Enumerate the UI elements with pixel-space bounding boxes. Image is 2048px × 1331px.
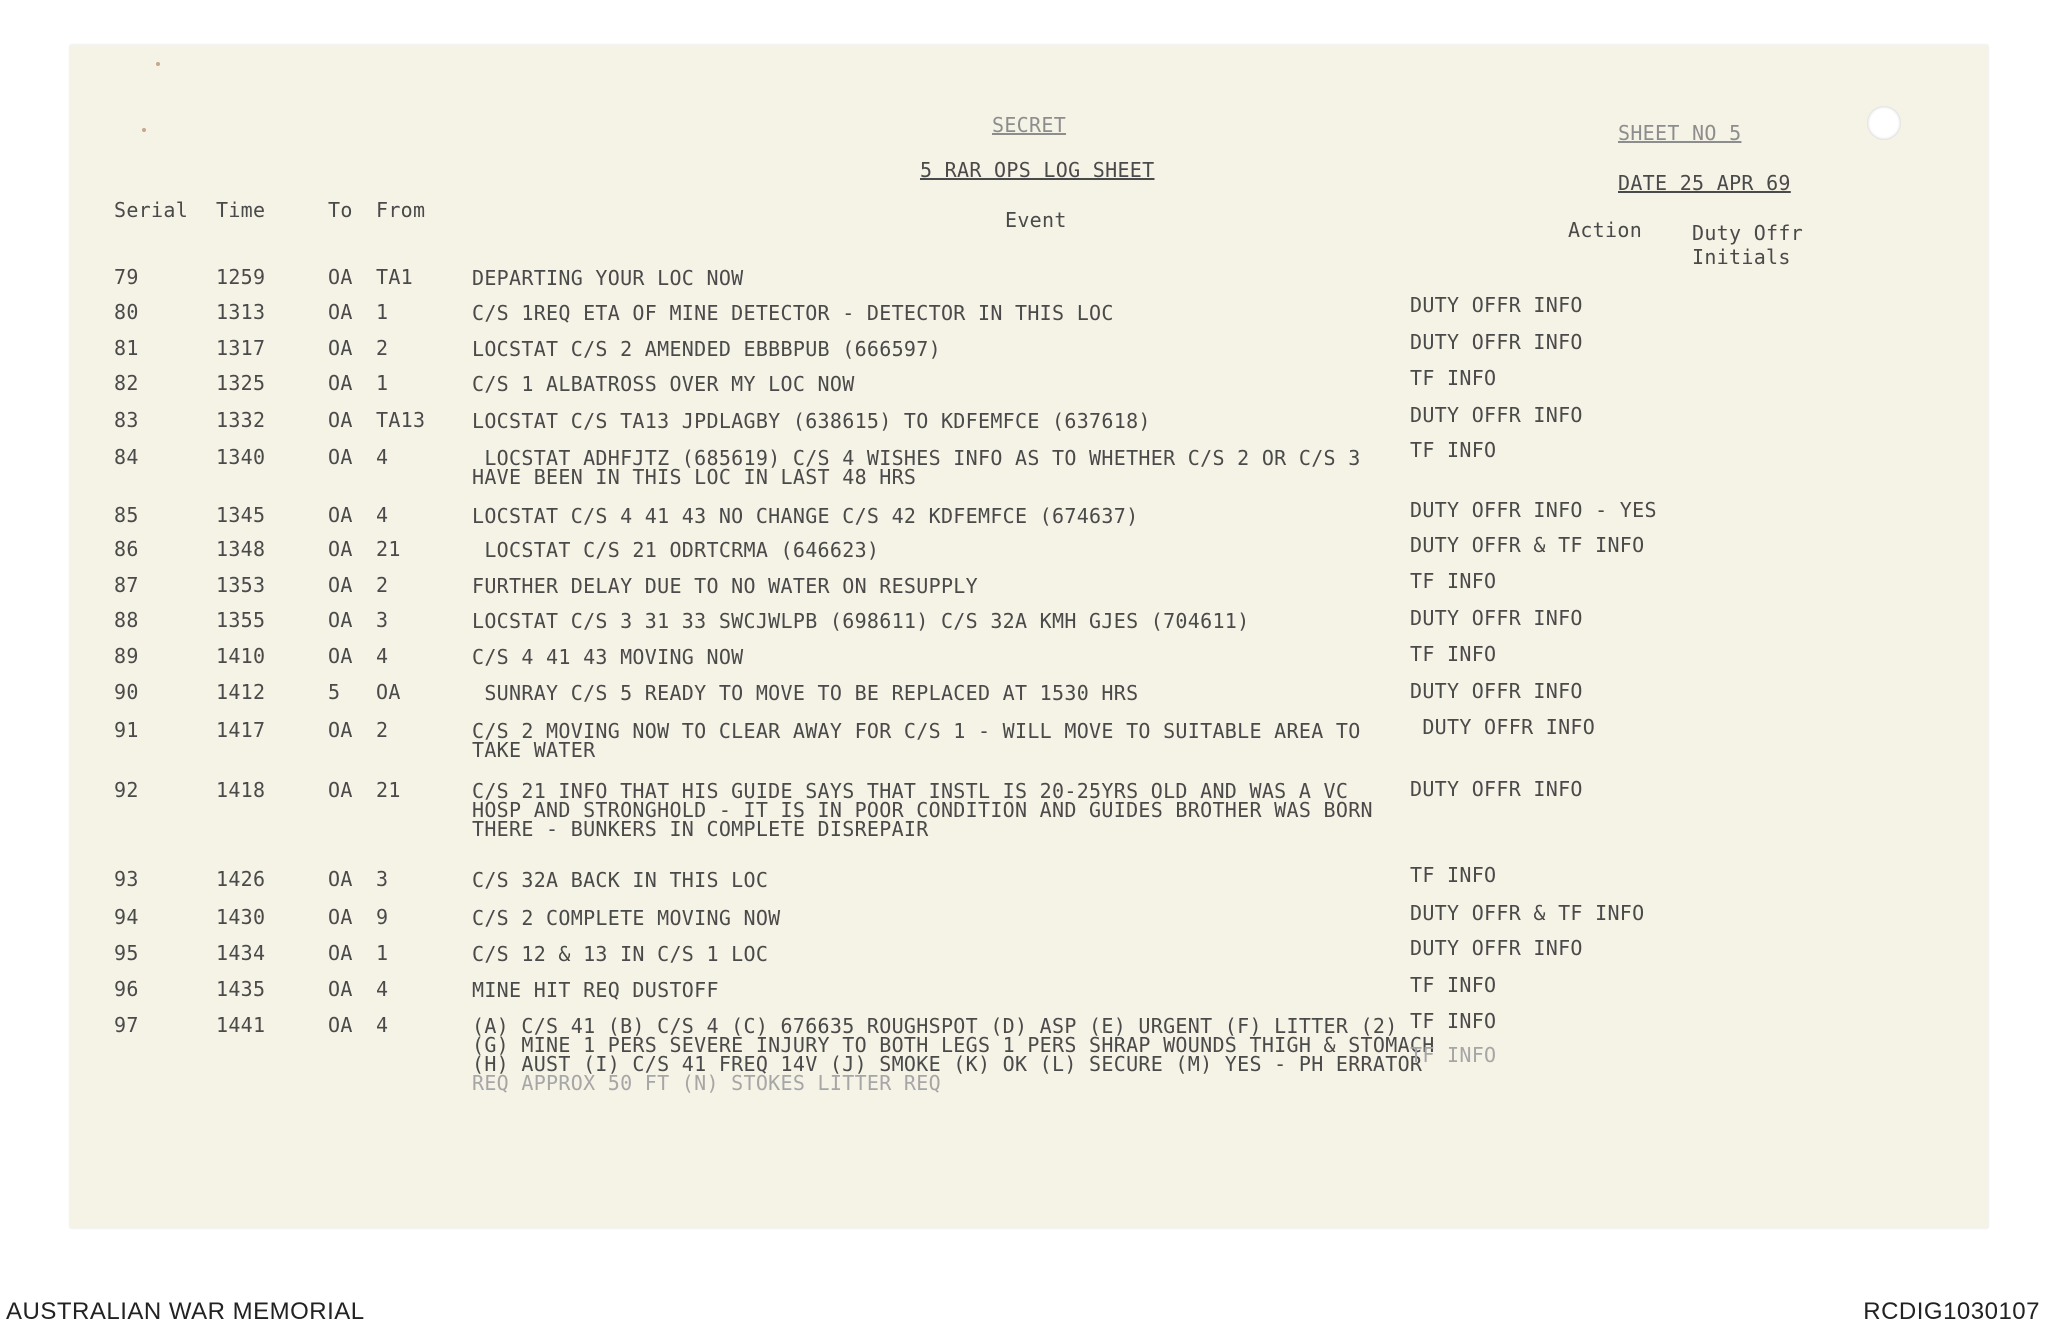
header-to: To [328, 198, 353, 222]
paper-speck [156, 62, 160, 66]
entry-time: 1313 [216, 300, 266, 324]
entry-serial: 82 [114, 371, 139, 395]
log-sheet [70, 45, 1988, 1228]
entry-to: OA [328, 573, 353, 597]
entry-serial: 85 [114, 503, 139, 527]
entry-event-line: C/S 2 MOVING NOW TO CLEAR AWAY FOR C/S 1 - WILL MOVE TO SUITABLE AREA TO [472, 719, 1361, 743]
entry-event-line: LOCSTAT C/S 2 AMENDED EBBBPUB (666597) [472, 337, 941, 361]
entry-time: 1353 [216, 573, 266, 597]
entry-from: 2 [376, 718, 389, 742]
entry-from: 4 [376, 1013, 389, 1037]
entry-to: 5 [328, 680, 341, 704]
punch-hole [1867, 106, 1901, 140]
entry-event-line: C/S 32A BACK IN THIS LOC [472, 868, 769, 892]
archive-reference: RCDIG1030107 [1863, 1298, 2040, 1325]
entry-time: 1434 [216, 941, 266, 965]
entry-event [472, 978, 1482, 1002]
entry-event-line: C/S 4 41 43 MOVING NOW [472, 645, 744, 669]
entry-to: OA [328, 941, 353, 965]
entry-serial: 92 [114, 778, 139, 802]
entry-action: TF INFO [1410, 366, 1497, 390]
entry-event [472, 645, 1482, 669]
entry-action: DUTY OFFR INFO [1410, 679, 1583, 703]
entry-action: TF INFO [1410, 1009, 1497, 1033]
entry-event-line: LOCSTAT C/S 21 ODRTCRMA (646623) [472, 538, 880, 562]
entry-action: DUTY OFFR & TF INFO [1410, 901, 1645, 925]
header-duty-offr: Duty Offr [1692, 221, 1804, 245]
entry-event [472, 409, 1482, 433]
entry-time: 1435 [216, 977, 266, 1001]
entry-event [472, 266, 1482, 290]
entry-event [472, 574, 1482, 598]
entry-to: OA [328, 778, 353, 802]
entry-to: OA [328, 300, 353, 324]
entry-event-line: (H) AUST (I) C/S 41 FREQ 14V (J) SMOKE (K) OK (L) SECURE (M) YES - PH ERRATOR [472, 1052, 1423, 1076]
entry-event-line: FURTHER DELAY DUE TO NO WATER ON RESUPPLY [472, 574, 978, 598]
entry-action: DUTY OFFR INFO [1410, 403, 1583, 427]
entry-serial: 79 [114, 265, 139, 289]
entry-serial: 89 [114, 644, 139, 668]
entry-from: 4 [376, 644, 389, 668]
entry-event [472, 609, 1482, 633]
entry-event [472, 779, 1482, 841]
entry-serial: 88 [114, 608, 139, 632]
entry-from: 1 [376, 371, 389, 395]
entry-to: OA [328, 867, 353, 891]
entry-event-line: LOCSTAT C/S TA13 JPDLAGBY (638615) TO KDFEMFCE (637618) [472, 409, 1151, 433]
archive-credit: AUSTRALIAN WAR MEMORIAL [6, 1298, 365, 1325]
entry-action: DUTY OFFR INFO [1410, 777, 1583, 801]
header-serial: Serial [114, 198, 189, 222]
entry-serial: 97 [114, 1013, 139, 1037]
entry-event-line: C/S 2 COMPLETE MOVING NOW [472, 906, 781, 930]
header-duty-offr-initials: Initials [1692, 245, 1791, 269]
entry-serial: 83 [114, 408, 139, 432]
entry-action: TF INFO [1410, 438, 1497, 462]
classification-mark: SECRET [992, 113, 1067, 137]
entry-from: 21 [376, 778, 401, 802]
entry-serial: 81 [114, 336, 139, 360]
entry-event-line: C/S 21 INFO THAT HIS GUIDE SAYS THAT INSTL IS 20-25YRS OLD AND WAS A VC [472, 779, 1349, 803]
entry-time: 1441 [216, 1013, 266, 1037]
entry-to: OA [328, 371, 353, 395]
entry-event-line: C/S 12 & 13 IN C/S 1 LOC [472, 942, 769, 966]
entry-event [472, 942, 1482, 966]
entry-event-line: (G) MINE 1 PERS SEVERE INJURY TO BOTH LEGS 1 PERS SHRAP WOUNDS THIGH & STOMACH [472, 1033, 1435, 1057]
header-event: Event [1005, 208, 1067, 232]
paper-speck [142, 128, 146, 132]
entry-to: OA [328, 608, 353, 632]
entry-from: 1 [376, 300, 389, 324]
entry-time: 1417 [216, 718, 266, 742]
entry-action: TF INFO [1410, 642, 1497, 666]
entry-action: DUTY OFFR INFO - YES [1410, 498, 1657, 522]
header-action: Action [1568, 218, 1643, 242]
entry-action: DUTY OFFR & TF INFO [1410, 533, 1645, 557]
entry-action: TF INFO [1410, 1043, 1497, 1067]
entry-event-line: LOCSTAT ADHFJTZ (685619) C/S 4 WISHES INFO AS TO WHETHER C/S 2 OR C/S 3 [472, 446, 1361, 470]
entry-serial: 95 [114, 941, 139, 965]
entry-time: 1317 [216, 336, 266, 360]
entry-action: DUTY OFFR INFO [1410, 936, 1583, 960]
entry-event-line: THERE - BUNKERS IN COMPLETE DISREPAIR [472, 817, 929, 841]
entry-from: TA13 [376, 408, 426, 432]
entry-time: 1355 [216, 608, 266, 632]
entry-event-line: LOCSTAT C/S 3 31 33 SWCJWLPB (698611) C/S 32A KMH GJES (704611) [472, 609, 1250, 633]
entry-from: 21 [376, 537, 401, 561]
entry-time: 1259 [216, 265, 266, 289]
entry-to: OA [328, 718, 353, 742]
entry-to: OA [328, 905, 353, 929]
entry-event-line: REQ APPROX 50 FT (N) STOKES LITTER REQ [472, 1071, 941, 1095]
entry-to: OA [328, 503, 353, 527]
entry-to: OA [328, 644, 353, 668]
entry-time: 1345 [216, 503, 266, 527]
entry-time: 1325 [216, 371, 266, 395]
entry-time: 1340 [216, 445, 266, 469]
entry-event [472, 372, 1482, 396]
entry-event-line: LOCSTAT C/S 4 41 43 NO CHANGE C/S 42 KDFEMFCE (674637) [472, 504, 1139, 528]
entry-action: DUTY OFFR INFO [1410, 606, 1583, 630]
entry-to: OA [328, 1013, 353, 1037]
entry-time: 1410 [216, 644, 266, 668]
entry-to: OA [328, 408, 353, 432]
entry-from: 1 [376, 941, 389, 965]
entry-event [472, 1014, 1482, 1095]
entry-time: 1430 [216, 905, 266, 929]
entry-event-line: C/S 1REQ ETA OF MINE DETECTOR - DETECTOR IN THIS LOC [472, 301, 1114, 325]
entry-to: OA [328, 265, 353, 289]
entry-from: 4 [376, 977, 389, 1001]
entry-from: TA1 [376, 265, 414, 289]
entry-event [472, 504, 1482, 528]
entry-from: 2 [376, 336, 389, 360]
entry-event-line: (A) C/S 41 (B) C/S 4 (C) 676635 ROUGHSPOT (D) ASP (E) URGENT (F) LITTER (2) [472, 1014, 1398, 1038]
entry-action: DUTY OFFR INFO [1410, 330, 1583, 354]
entry-event-line: C/S 1 ALBATROSS OVER MY LOC NOW [472, 372, 855, 396]
entry-serial: 80 [114, 300, 139, 324]
entry-to: OA [328, 537, 353, 561]
entry-from: 3 [376, 867, 389, 891]
entry-event-line: HOSP AND STRONGHOLD - IT IS IN POOR CONDITION AND GUIDES BROTHER WAS BORN [472, 798, 1373, 822]
header-time: Time [216, 198, 266, 222]
entry-from: 4 [376, 445, 389, 469]
entry-serial: 86 [114, 537, 139, 561]
entry-event-line: MINE HIT REQ DUSTOFF [472, 978, 719, 1002]
entry-serial: 94 [114, 905, 139, 929]
entry-event [472, 681, 1482, 705]
entry-from: OA [376, 680, 401, 704]
entry-event [472, 538, 1482, 562]
entry-event [472, 301, 1482, 325]
entry-event [472, 906, 1482, 930]
sheet-title: 5 RAR OPS LOG SHEET [920, 158, 1155, 182]
entry-to: OA [328, 977, 353, 1001]
entry-action: TF INFO [1410, 863, 1497, 887]
entry-time: 1426 [216, 867, 266, 891]
entry-serial: 87 [114, 573, 139, 597]
entry-time: 1418 [216, 778, 266, 802]
entry-event [472, 719, 1482, 762]
entry-time: 1348 [216, 537, 266, 561]
entry-serial: 90 [114, 680, 139, 704]
entry-from: 4 [376, 503, 389, 527]
entry-event-line: SUNRAY C/S 5 READY TO MOVE TO BE REPLACED AT 1530 HRS [472, 681, 1139, 705]
entry-action: DUTY OFFR INFO [1410, 715, 1596, 739]
entry-action: TF INFO [1410, 973, 1497, 997]
entry-serial: 96 [114, 977, 139, 1001]
entry-action: TF INFO [1410, 569, 1497, 593]
entry-event [472, 337, 1482, 361]
entry-action: DUTY OFFR INFO [1410, 293, 1583, 317]
entry-from: 9 [376, 905, 389, 929]
entry-serial: 84 [114, 445, 139, 469]
entry-time: 1412 [216, 680, 266, 704]
entry-from: 3 [376, 608, 389, 632]
entry-event-line: TAKE WATER [472, 738, 596, 762]
entry-serial: 93 [114, 867, 139, 891]
header-from: From [376, 198, 426, 222]
entry-event-line: HAVE BEEN IN THIS LOC IN LAST 48 HRS [472, 465, 917, 489]
sheet-date: DATE 25 APR 69 [1618, 171, 1791, 195]
entry-serial: 91 [114, 718, 139, 742]
entry-from: 2 [376, 573, 389, 597]
entry-to: OA [328, 445, 353, 469]
entry-time: 1332 [216, 408, 266, 432]
entry-event-line: DEPARTING YOUR LOC NOW [472, 266, 744, 290]
sheet-number: SHEET NO 5 [1618, 121, 1742, 145]
entry-event [472, 868, 1482, 892]
entry-to: OA [328, 336, 353, 360]
